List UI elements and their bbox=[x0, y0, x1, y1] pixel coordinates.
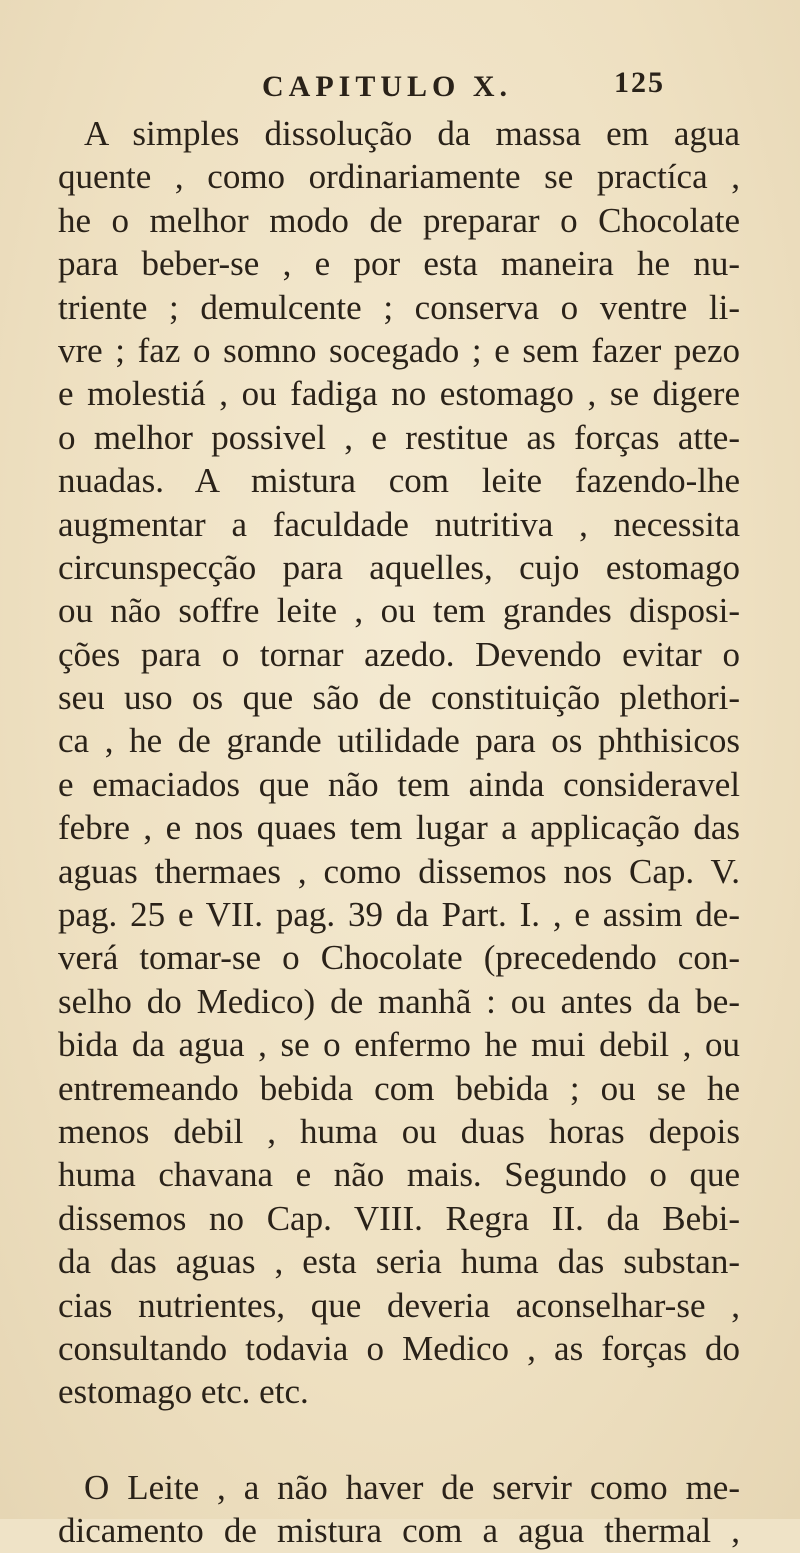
text-line: verá tomar-se o Chocolate (precedendo con- bbox=[58, 938, 740, 978]
paragraph-1 bbox=[58, 112, 740, 1414]
paragraph-2 bbox=[58, 1466, 740, 1553]
chapter-heading: CAPITULO X. bbox=[262, 70, 513, 103]
text-line: selho do Medico) de manhã : ou antes da be- bbox=[58, 981, 740, 1021]
text-line: e molestiá , ou fadiga no estomago , se digere bbox=[58, 374, 740, 414]
text-line: menos debil , huma ou duas horas depois bbox=[58, 1111, 740, 1151]
text-line: ca , he de grande utilidade para os phthisicos bbox=[58, 721, 740, 761]
page-number: 125 bbox=[614, 66, 665, 99]
text-line: dicamento de mistura com a agua thermal , bbox=[58, 1511, 740, 1551]
text-line: bida da agua , se o enfermo he mui debil , ou bbox=[58, 1025, 740, 1065]
text-line: febre , e nos quaes tem lugar a applicação das bbox=[58, 808, 740, 848]
text-line: nuadas. A mistura com leite fazendo-lhe bbox=[58, 461, 740, 501]
text-line: he o melhor modo de preparar o Chocolate bbox=[58, 200, 740, 240]
text-line: consultando todavia o Medico , as forças do bbox=[58, 1328, 740, 1368]
text-line: O Leite , a não haver de servir como me- bbox=[84, 1467, 740, 1507]
text-line: para beber-se , e por esta maneira he nu- bbox=[58, 244, 740, 284]
text-line: circunspecção para aquelles, cujo estomago bbox=[58, 547, 740, 587]
text-line: aguas thermaes , como dissemos nos Cap. V. bbox=[58, 851, 740, 891]
text-line: estomago etc. etc. bbox=[58, 1372, 309, 1412]
text-line: quente , como ordinariamente se practíca , bbox=[58, 157, 740, 197]
running-head bbox=[0, 66, 800, 110]
text-line: e emaciados que não tem ainda consideravel bbox=[58, 764, 740, 804]
text-line: augmentar a faculdade nutritiva , necessita bbox=[58, 504, 740, 544]
text-line: dissemos no Cap. VIII. Regra II. da Bebi- bbox=[58, 1198, 740, 1238]
text-line: ções para o tornar azedo. Devendo evitar o bbox=[58, 634, 740, 674]
text-line: entremeando bebida com bebida ; ou se he bbox=[58, 1068, 740, 1108]
body-text bbox=[58, 112, 740, 1553]
paragraph-gap bbox=[58, 1414, 740, 1466]
text-line: vre ; faz o somno socegado ; e sem fazer pezo bbox=[58, 330, 740, 370]
text-line: cias nutrientes, que deveria aconselhar-se , bbox=[58, 1285, 740, 1325]
text-line: triente ; demulcente ; conserva o ventre li- bbox=[58, 287, 740, 327]
text-line: seu uso os que são de constituição plethori- bbox=[58, 678, 740, 718]
text-line: pag. 25 e VII. pag. 39 da Part. I. , e assim de- bbox=[58, 895, 740, 935]
text-line: A simples dissolução da massa em agua bbox=[84, 114, 740, 153]
text-line: huma chavana e não mais. Segundo o que bbox=[58, 1155, 740, 1195]
text-line: o melhor possivel , e restitue as forças atte- bbox=[58, 417, 740, 457]
text-line: ou não soffre leite , ou tem grandes disposi- bbox=[58, 591, 740, 631]
text-line: da das aguas , esta seria huma das substan- bbox=[58, 1242, 740, 1282]
